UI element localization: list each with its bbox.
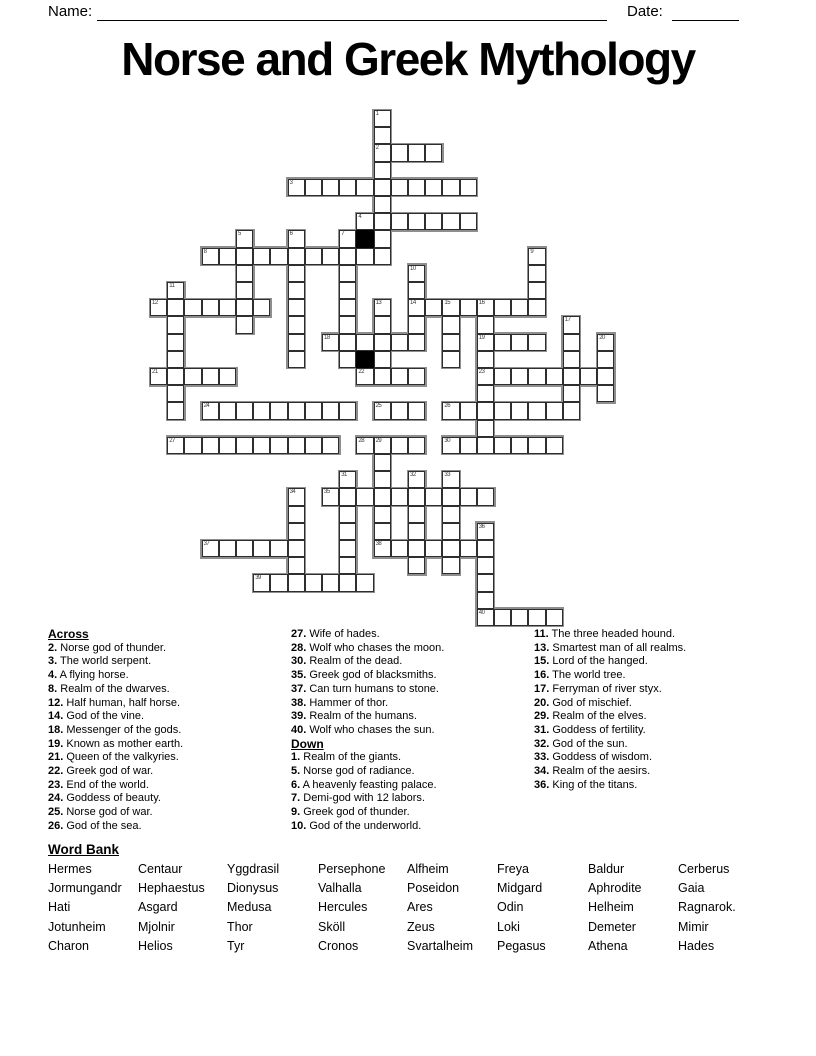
clue-down-36: 36. King of the titans. [534,778,638,791]
cell-number: 6 [289,231,293,238]
word-bank-word: Cerberus [678,862,730,876]
clue-down-13: 13. Smartest man of all realms. [534,641,687,654]
clue-across-18: 18. Messenger of the gods. [48,723,182,736]
word-bank-word: Alfheim [407,862,449,876]
cell-number: 8 [203,248,207,255]
cell-number: 23 [478,369,485,375]
clue-across-14: 14. God of the vine. [48,710,145,723]
word-bank-word: Mimir [678,919,709,934]
word-bank-word: Freya [497,862,529,876]
word-bank-word: Mjolnir [138,919,175,934]
clue-across-4: 4. A flying horse. [48,669,129,682]
cell-number: 14 [410,300,416,307]
word-bank-word: Sköll [318,919,346,934]
word-bank-word: Gaia [678,881,705,896]
word-bank-row [48,918,788,937]
cell-number: 35 [324,489,330,496]
clue-across-12: 12. Half human, half horse. [48,696,181,709]
word-bank-word: Jotunheim [48,919,106,934]
cell-number: 20 [599,334,605,341]
clue-across-37: 37. Can turn humans to stone. [291,682,439,695]
cell-number: 4 [358,214,362,221]
cell-number: 15 [444,300,451,307]
clue-column-1 [48,628,292,834]
word-bank-word: Asgard [138,900,178,915]
cell-number: 11 [169,283,175,289]
word-bank-word: Helheim [588,900,634,915]
word-bank-word: Helios [138,938,173,953]
cell-number: 3 [289,179,293,186]
word-bank-word: Athena [588,938,628,953]
cell-number: 19 [478,334,485,341]
word-bank-word: Thor [227,919,253,934]
clue-down-31: 31. Goddess of fertility. [534,723,646,736]
word-bank-word: Baldur [588,862,625,876]
clue-down-9: 9. Greek god of thunder. [291,806,410,819]
cell-number: 18 [324,334,330,341]
clue-across-35: 35. Greek god of blacksmiths. [291,669,437,682]
across-heading: Across [48,627,89,641]
clue-across-27: 27. Wife of hades. [291,628,380,640]
word-bank-word: Ares [407,900,433,915]
word-bank-word: Demeter [588,919,636,934]
word-bank-row [48,879,788,898]
clue-down-11: 11. The three headed hound. [534,628,676,640]
word-bank-word: Centaur [138,862,183,876]
clue-down-7: 7. Demi-god with 12 labors. [291,792,425,805]
cell-number: 27 [169,437,175,444]
cell-number: 40 [478,609,485,616]
page-title: Norse and Greek Mythology [121,33,695,85]
clue-across-38: 38. Hammer of thor. [291,696,389,709]
cell-number: 9 [530,248,534,255]
word-bank-word: Tyr [227,938,245,953]
word-bank [48,860,788,956]
clue-down-29: 29. Realm of the elves. [534,710,647,723]
clue-across-21: 21. Queen of the valkyries. [48,751,179,764]
word-bank-word: Odin [497,900,524,915]
cell-number: 10 [410,265,416,272]
clue-down-32: 32. God of the sun. [534,737,628,750]
clue-down-16: 16. The world tree. [534,669,626,682]
cell-number: 16 [478,300,485,307]
clue-across-8: 8. Realm of the dwarves. [48,682,170,695]
word-bank-word: Zeus [407,919,435,934]
word-bank-word: Loki [497,919,520,934]
word-bank-row [48,937,788,956]
clue-down-33: 33. Goddess of wisdom. [534,751,653,764]
cell-number: 2 [375,145,379,152]
word-bank-word: Hermes [48,862,92,876]
clue-across-22: 22. Greek god of war. [48,765,154,778]
clue-down-1: 1. Realm of the giants. [291,751,402,764]
word-bank-word: Cronos [318,938,359,953]
word-bank-word: Svartalheim [407,938,473,953]
word-bank-row [48,898,788,917]
cell-number: 5 [238,231,241,238]
cell-number: 17 [564,317,571,324]
word-bank-word: Ragnarok. [678,900,736,915]
word-bank-word: Hades [678,938,715,953]
word-bank-word: Yggdrasil [227,862,280,876]
clue-down-15: 15. Lord of the hanged. [534,655,648,668]
clue-across-39: 39. Realm of the humans. [291,710,417,723]
word-bank-heading: Word Bank [48,842,120,857]
cell-number: 7 [341,231,345,238]
clue-down-20: 20. God of mischief. [534,696,632,709]
cell-number: 37 [203,541,210,547]
cell-number: 21 [152,369,158,375]
cell-number: 33 [444,472,451,479]
down-heading: Down [291,736,324,751]
clue-down-34: 34. Realm of the aesirs. [534,765,651,778]
word-bank-word: Hati [48,900,71,915]
cell-number: 1 [375,111,379,117]
cell-number: 31 [341,472,347,479]
cell-number: 28 [358,437,365,444]
word-bank-word: Persephone [318,862,386,876]
clue-column-2 [291,628,535,834]
date-label: Date: [627,3,663,20]
cell-number: 29 [375,437,382,444]
cell-number: 22 [358,369,365,375]
word-bank-word: Aphrodite [588,881,642,896]
clue-down-17: 17. Ferryman of river styx. [534,682,662,695]
word-bank-word: Pegasus [497,938,546,953]
word-bank-word: Poseidon [407,881,460,896]
clue-across-30: 30. Realm of the dead. [291,655,403,668]
clue-across-26: 26. God of the sea. [48,819,142,832]
clue-across-3: 3. The world serpent. [48,655,152,668]
clue-across-40: 40. Wolf who chases the sun. [291,723,435,736]
clue-across-19: 19. Known as mother earth. [48,737,184,750]
clue-across-24: 24. Goddess of beauty. [48,792,161,805]
cell-number: 34 [289,489,296,496]
clue-across-25: 25. Norse god of war. [48,806,153,819]
word-bank-word: Jormungandr [48,881,122,896]
clue-across-28: 28. Wolf who chases the moon. [291,641,445,654]
cell-number: 12 [152,300,158,307]
cell-number: 26 [444,403,451,410]
clue-down-6: 6. A heavenly feasting palace. [291,778,437,791]
word-bank-word: Dionysus [227,881,279,896]
cell-number: 39 [255,575,261,582]
clue-across-23: 23. End of the world. [48,778,149,791]
cell-number: 13 [375,300,382,307]
word-bank-word: Hercules [318,900,368,915]
clue-down-10: 10. God of the underworld. [291,819,422,832]
word-bank-word: Hephaestus [138,881,205,896]
word-bank-word: Midgard [497,881,543,896]
clue-column-3 [534,628,778,792]
word-bank-word: Charon [48,938,89,953]
clue-across-2: 2. Norse god of thunder. [48,641,167,654]
cell-number: 38 [375,541,382,547]
word-bank-word: Valhalla [318,881,362,896]
cell-number: 25 [375,403,382,410]
word-bank-word: Medusa [227,900,272,915]
cell-number: 24 [203,403,210,410]
cell-number: 36 [478,523,485,530]
cell-number: 30 [444,437,451,444]
word-bank-row [48,860,788,879]
clue-down-5: 5. Norse god of radiance. [291,765,415,778]
cell-number: 32 [410,472,416,479]
name-label: Name: [48,3,93,20]
